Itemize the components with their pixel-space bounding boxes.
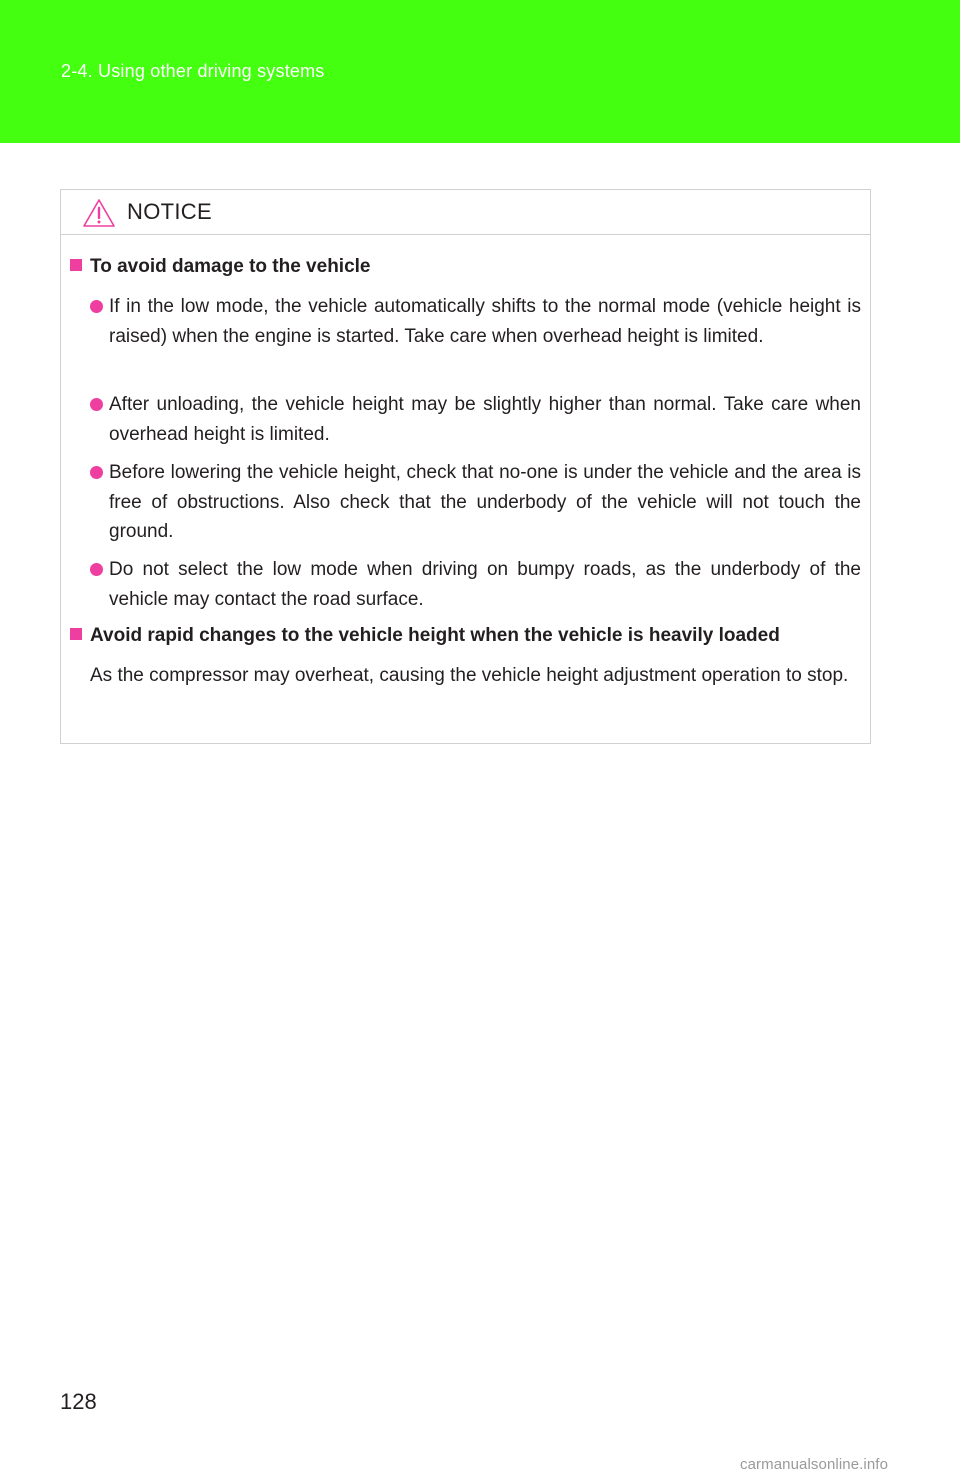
section-heading-text: Avoid rapid changes to the vehicle height when the vehicle is heavily loaded (90, 625, 780, 646)
watermark: carmanualsonline.info (740, 1456, 889, 1473)
bullet-item (90, 292, 861, 351)
notice-title: NOTICE (127, 199, 212, 224)
bullet-text: After unloading, the vehicle height may be slightly higher than normal. Take care when overhead height is limited. (109, 394, 861, 445)
bullet-dot-icon (90, 466, 103, 479)
header-band (0, 0, 960, 143)
bullet-item (90, 458, 861, 547)
bullet-item (90, 555, 861, 614)
notice-header (61, 190, 870, 235)
notice-box (60, 189, 871, 744)
square-bullet-icon (70, 259, 82, 271)
square-bullet-icon (70, 628, 82, 640)
bullet-text: Before lowering the vehicle height, check that no-one is under the vehicle and the area is free of obstructions. Also check that the underbody of the vehicle will not touch the ground. (109, 462, 861, 542)
section-heading (70, 625, 865, 647)
bullet-dot-icon (90, 300, 103, 313)
section-paragraph: As the compressor may overheat, causing the vehicle height adjustment operation to stop. (90, 665, 849, 686)
warning-triangle-icon (82, 198, 116, 228)
bullet-dot-icon (90, 398, 103, 411)
bullet-text: If in the low mode, the vehicle automatically shifts to the normal mode (vehicle height is raised) when the engine is started. Take care when overhead height is limited. (109, 296, 861, 347)
section-heading-text: To avoid damage to the vehicle (90, 256, 371, 277)
bullet-dot-icon (90, 563, 103, 576)
section-heading (70, 256, 865, 278)
bullet-text: Do not select the low mode when driving on bumpy roads, as the underbody of the vehicle may contact the road surface. (109, 559, 861, 610)
bullet-item (90, 390, 861, 449)
section-title: 2-4. Using other driving systems (61, 61, 325, 81)
page-number: 128 (60, 1389, 97, 1414)
